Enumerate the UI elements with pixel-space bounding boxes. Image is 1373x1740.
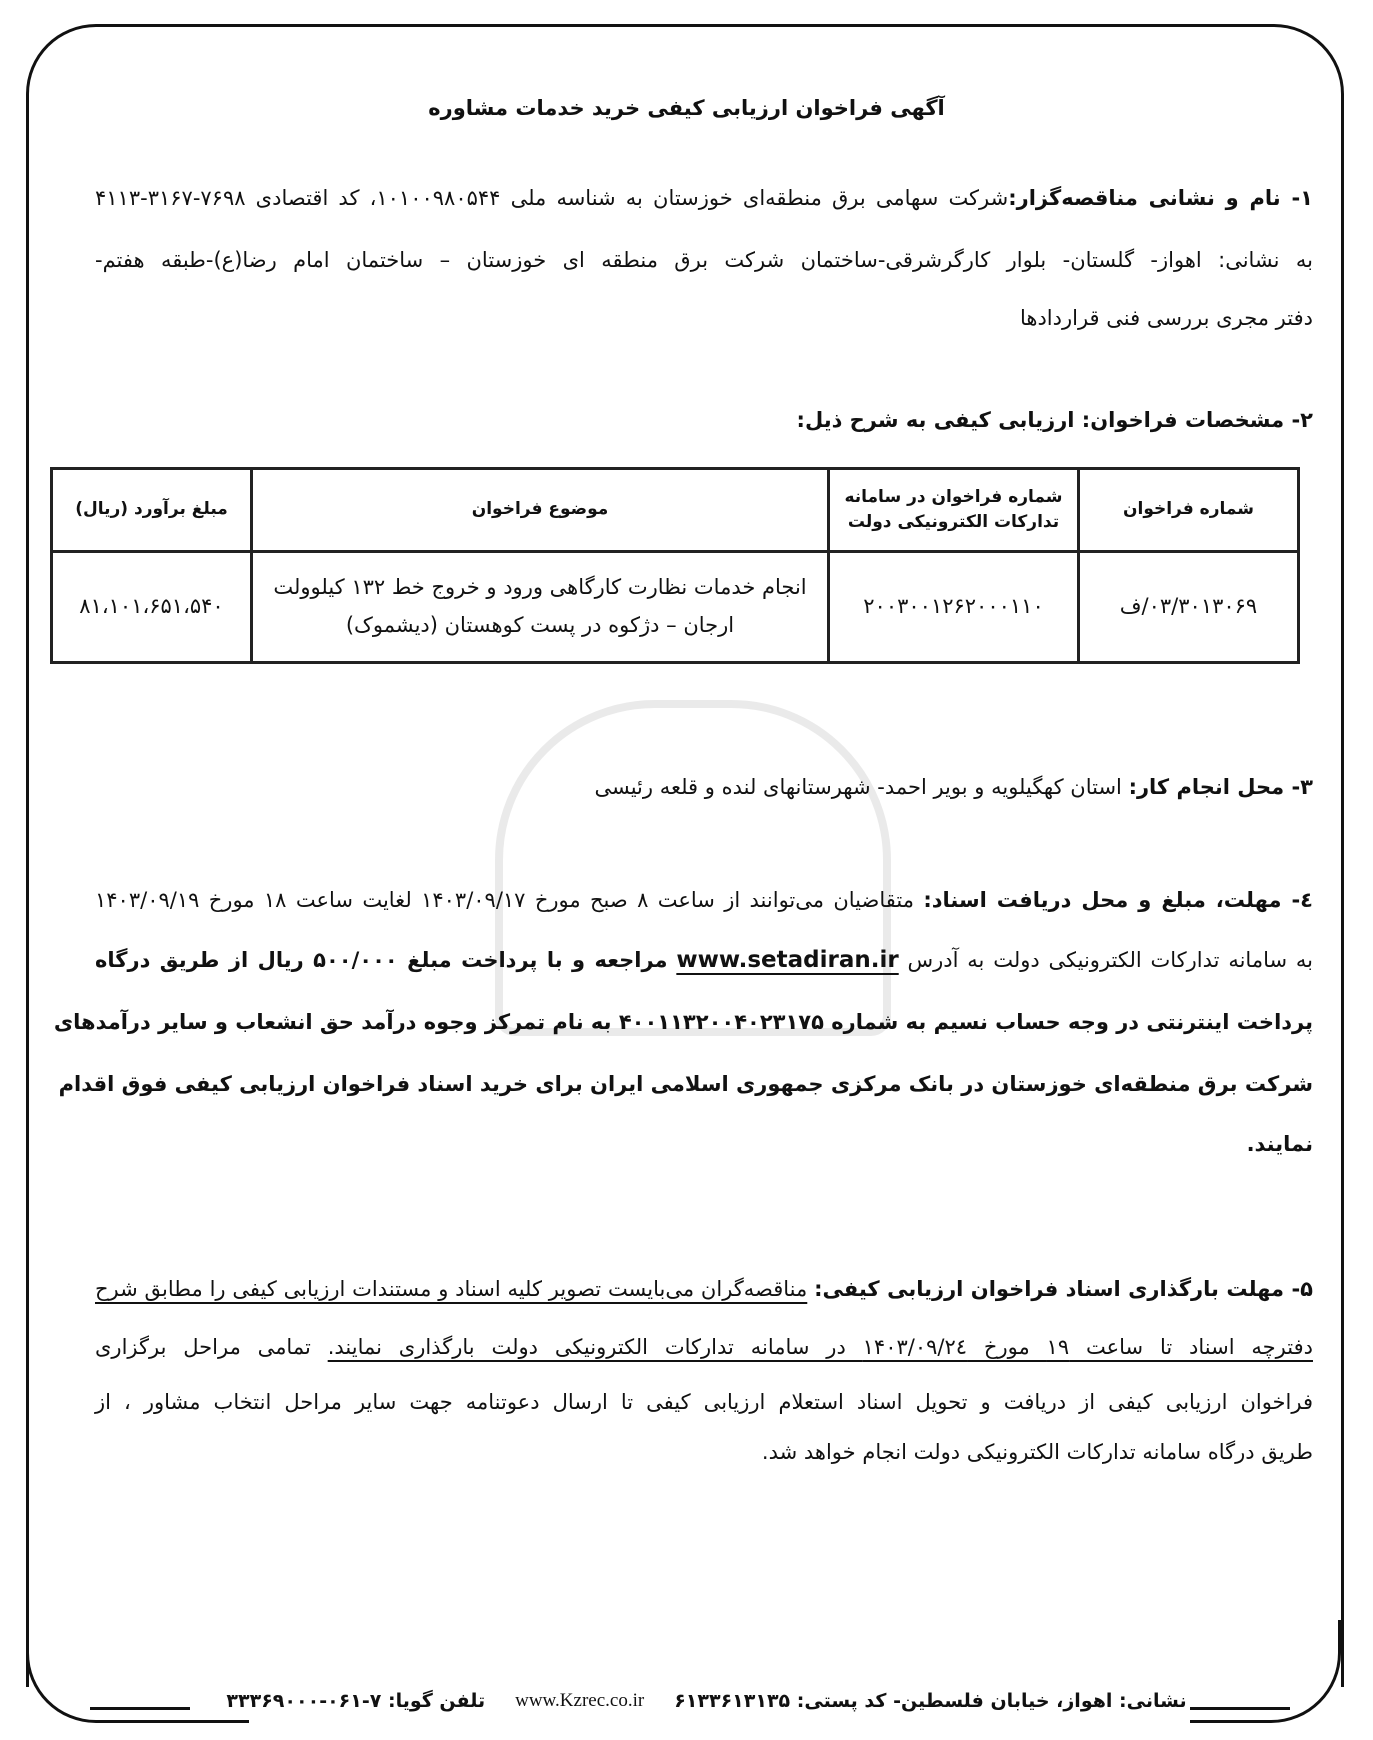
table-header-row [52, 469, 1299, 552]
section4-label: ٤- مهلت، مبلغ و محل دریافت اسناد: [923, 888, 1313, 912]
section5-line1 [95, 1277, 1313, 1301]
footer-divider [90, 1707, 190, 1710]
section5-line3: فراخوان ارزیابی کیفی از دریافت و تحویل اسناد استعلام ارزیابی کیفی تا ارسال دعوتنامه جهت سایر مراحل انتخاب مشاور ، از [95, 1390, 1313, 1414]
section4-line2 [95, 947, 1313, 973]
header-subject: موضوع فراخوان [252, 469, 829, 552]
header-estimate: مبلغ برآورد (ریال) [52, 469, 252, 552]
cell-setad-number: ۲۰۰۳۰۰۱۲۶۲۰۰۰۱۱۰ [829, 552, 1079, 663]
table-row [52, 552, 1299, 663]
section4-text: مراجعه و با پرداخت مبلغ ۵۰۰/۰۰۰ ریال از طریق درگاه [95, 948, 668, 972]
section1-label: ۱- نام و نشانی مناقصه‌گزار: [1008, 186, 1313, 210]
cell-tender-number: ۰۳/۳۰۱۳۰۶۹/ف [1079, 552, 1299, 663]
section5-label: ۵- مهلت بارگذاری اسناد فراخوان ارزیابی کیفی: [814, 1277, 1313, 1301]
footer-website[interactable]: www.Kzrec.co.ir [515, 1690, 645, 1711]
tender-table [50, 467, 1300, 664]
section4-line3: پرداخت اینترنتی در وجه حساب نسیم به شماره ۴۰۰۱۱۳۲۰۰۴۰۲۳۱۷۵ به نام تمرکز وجوه درآمد حق انشعاب و سایر درآمدهای [53, 1010, 1313, 1034]
header-tender-number: شماره فراخوان [1079, 469, 1299, 552]
section3-label: ۳- محل انجام کار: [1128, 775, 1313, 799]
section4-line5: نمایند. [1246, 1132, 1313, 1156]
section1-line2: به نشانی: اهواز- گلستان- بلوار کارگرشرقی-ساختمان شرکت برق منطقه ای خوزستان – ساختمان امام رضا(ع)-طبقه هفتم- [95, 248, 1313, 272]
section5-text: مناقصه‌گران می‌بایست تصویر کلیه اسناد و مستندات ارزیابی کیفی را مطابق شرح [95, 1277, 808, 1301]
section1-line3: دفتر مجری بررسی فنی قراردادها [1019, 306, 1313, 330]
section3-text: استان کهگیلویه و بویر احمد- شهرستانهای لنده و قلعه رئیسی [594, 775, 1122, 799]
footer-phone: تلفن گویا: ۷-۰۶۱-۳۳۳۶۹۰۰۰ [226, 1690, 486, 1712]
section1-line1 [95, 186, 1313, 210]
section5-line2 [95, 1335, 1313, 1359]
section4-text: به سامانه تدارکات الکترونیکی دولت به آدرس [907, 948, 1313, 972]
section4-text: متقاضیان می‌توانند از ساعت ۸ صبح مورخ ۱۴۰۳/۰۹/۱۷ لغایت ساعت ۱۸ مورخ ۱۴۰۳/۰۹/۱۹ [95, 888, 914, 912]
header-setad-number: شماره فراخوان در سامانه تدارکات الکترونیکی دولت [829, 469, 1079, 552]
watermark-logo [495, 700, 891, 1036]
setadiran-link[interactable]: www.setadiran.ir [676, 947, 899, 973]
footer-address: نشانی: اهواز، خیابان فلسطین- کد پستی: ۶۱۳۳۶۱۳۱۳۵ [674, 1690, 1187, 1712]
section5-line4: طریق درگاه سامانه تدارکات الکترونیکی دولت انجام خواهد شد. [761, 1440, 1313, 1464]
cell-estimate: ۸۱،۱۰۱،۶۵۱،۵۴۰ [52, 552, 252, 663]
section5-text: دفترچه اسناد تا ساعت ۱۹ مورخ ۱۴۰۳/۰۹/۲٤ در سامانه تدارکات الکترونیکی دولت بارگذاری نمایند. [327, 1335, 1313, 1359]
section2-heading: ۲- مشخصات فراخوان: ارزیابی کیفی به شرح ذیل: [796, 408, 1313, 432]
section4-line1 [95, 888, 1313, 912]
section1-text: شرکت سهامی برق منطقه‌ای خوزستان به شناسه ملی ۱۰۱۰۰۹۸۰۵۴۴، کد اقتصادی ۷۶۹۸-۳۱۶۷-۴۱۱۳ [95, 186, 1009, 210]
cell-subject: انجام خدمات نظارت کارگاهی ورود و خروج خط ۱۳۲ کیلوولت ارجان – دژکوه در پست کوهستان (دیشموک) [252, 552, 829, 663]
section5-text: تمامی مراحل برگزاری [95, 1335, 311, 1359]
page-title: آگهی فراخوان ارزیابی کیفی خرید خدمات مشاوره [428, 96, 945, 120]
footer-divider [1190, 1707, 1290, 1710]
section3 [95, 775, 1313, 799]
section4-line4: شرکت برق منطقه‌ای خوزستان در بانک مرکزی جمهوری اسلامی ایران برای خرید اسناد فراخوان ارزیابی کیفی فوق اقدام [58, 1072, 1313, 1096]
footer [226, 1690, 1187, 1712]
